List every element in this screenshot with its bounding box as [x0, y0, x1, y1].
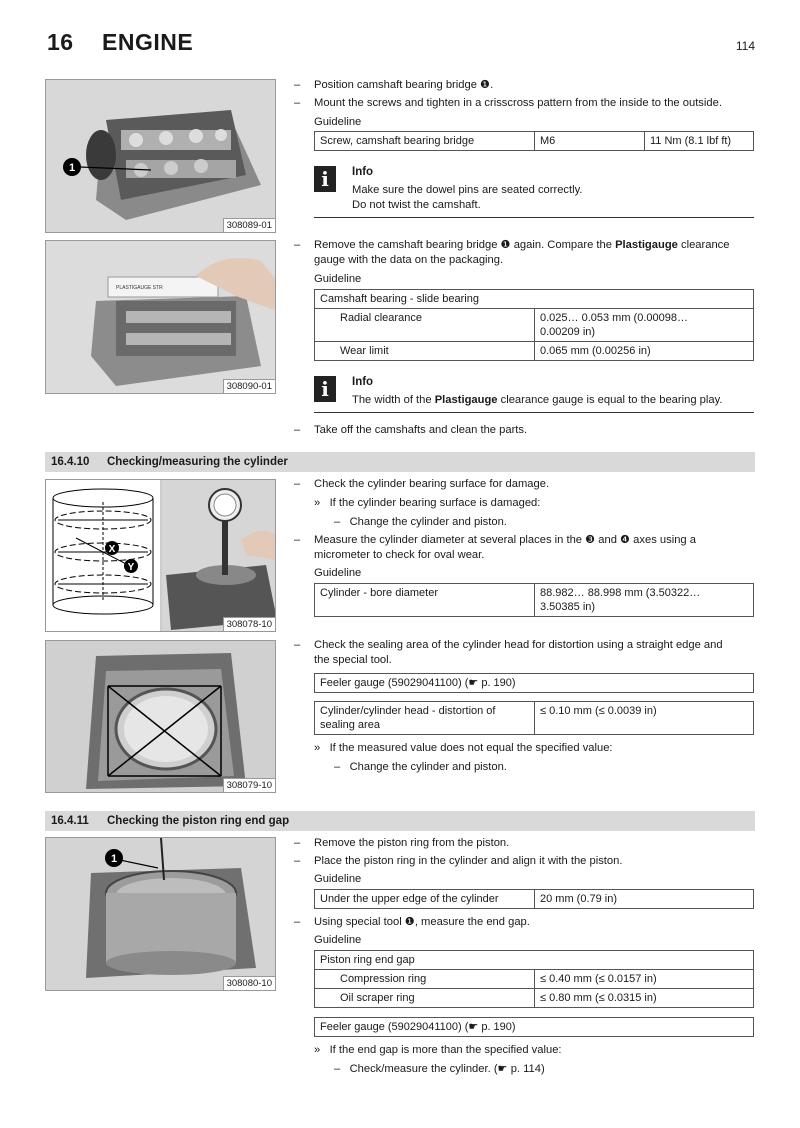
condition: » If the measured value does not equal the specified value:: [314, 742, 613, 754]
photo-code: 308078-10: [223, 617, 275, 631]
info-icon: i: [314, 376, 336, 402]
callout-1: 1: [110, 853, 118, 865]
photo-sealing-area: [45, 640, 276, 793]
spec-table-bore-diameter: Cylinder - bore diameter 88.982… 88.998 mm (3.50322… 3.50385 in): [314, 583, 754, 617]
plastigauge-illustration: [46, 241, 276, 394]
guideline-label: Guideline: [314, 934, 362, 946]
spec-table-bearing-bridge: Screw, camshaft bearing bridge M6 11 Nm (8.1 lbf ft): [314, 131, 754, 151]
tool-table-feeler-gauge: [314, 673, 754, 693]
photo-code: 308080-10: [223, 976, 275, 990]
action: – Change the cylinder and piston.: [334, 516, 507, 528]
tool-table-feeler-gauge: [314, 1017, 754, 1037]
axis-x-label: X: [108, 544, 116, 555]
piston-ring-illustration: [46, 838, 276, 991]
tool-reference-link[interactable]: Feeler gauge (59029041100) (☛ p. 190): [315, 674, 754, 693]
action: – Change the cylinder and piston.: [334, 761, 507, 773]
spec-table-camshaft-bearing: Camshaft bearing - slide bearing Radial clearance 0.025… 0.053 mm (0.00098… 0.00209 in) Wear limit 0.065 mm (0.00256 in): [314, 289, 754, 361]
photo-cylinder-measurement: [45, 479, 276, 632]
guideline-label: Guideline: [314, 116, 362, 128]
section-heading: 16.4.11 Checking the piston ring end gap: [45, 811, 755, 831]
photo-plastigauge: [45, 240, 276, 394]
photo-code: 308079-10: [223, 778, 275, 792]
axis-y-label: Y: [127, 562, 135, 573]
condition: » If the end gap is more than the specified value:: [314, 1044, 562, 1056]
condition: » If the cylinder bearing surface is damaged:: [314, 497, 541, 509]
info-box: i Info The width of the Plastigauge clearance gauge is equal to the bearing play.: [314, 376, 754, 413]
guideline-label: Guideline: [314, 567, 362, 579]
photo-camshaft-bridge: [45, 79, 276, 233]
callout-1: 1: [68, 162, 76, 174]
info-icon: i: [314, 166, 336, 192]
photo-piston-ring-gap: [45, 837, 276, 991]
cylinder-head-illustration: [46, 80, 276, 233]
cylinder-top-illustration: [46, 641, 276, 793]
plastigauge-label: PLASTIGAUGE STR: [116, 285, 163, 291]
photo-code: 308090-01: [223, 379, 275, 393]
guideline-label: Guideline: [314, 873, 362, 885]
info-box: i Info Make sure the dowel pins are seated correctly. Do not twist the camshaft.: [314, 166, 754, 218]
chapter-title: ENGINE: [102, 29, 194, 55]
section-heading: 16.4.10 Checking/measuring the cylinder: [45, 452, 755, 472]
page-number: 114: [735, 39, 755, 53]
spec-table-ring-end-gap: Piston ring end gap Compression ring ≤ 0.40 mm (≤ 0.0157 in) Oil scraper ring ≤ 0.80 mm (≤ 0.0315 in): [314, 950, 754, 1008]
cylinder-diagram: [46, 480, 276, 632]
action[interactable]: – Check/measure the cylinder. (☛ p. 114): [334, 1063, 545, 1075]
guideline-label: Guideline: [314, 273, 362, 285]
spec-table-ring-position: Under the upper edge of the cylinder 20 mm (0.79 in): [314, 889, 754, 909]
chapter-number: 16: [47, 29, 74, 55]
spec-table-distortion: Cylinder/cylinder head - distortion of sealing area ≤ 0.10 mm (≤ 0.0039 in): [314, 701, 754, 735]
tool-reference-link[interactable]: Feeler gauge (59029041100) (☛ p. 190): [315, 1018, 754, 1037]
photo-code: 308089-01: [223, 218, 275, 232]
